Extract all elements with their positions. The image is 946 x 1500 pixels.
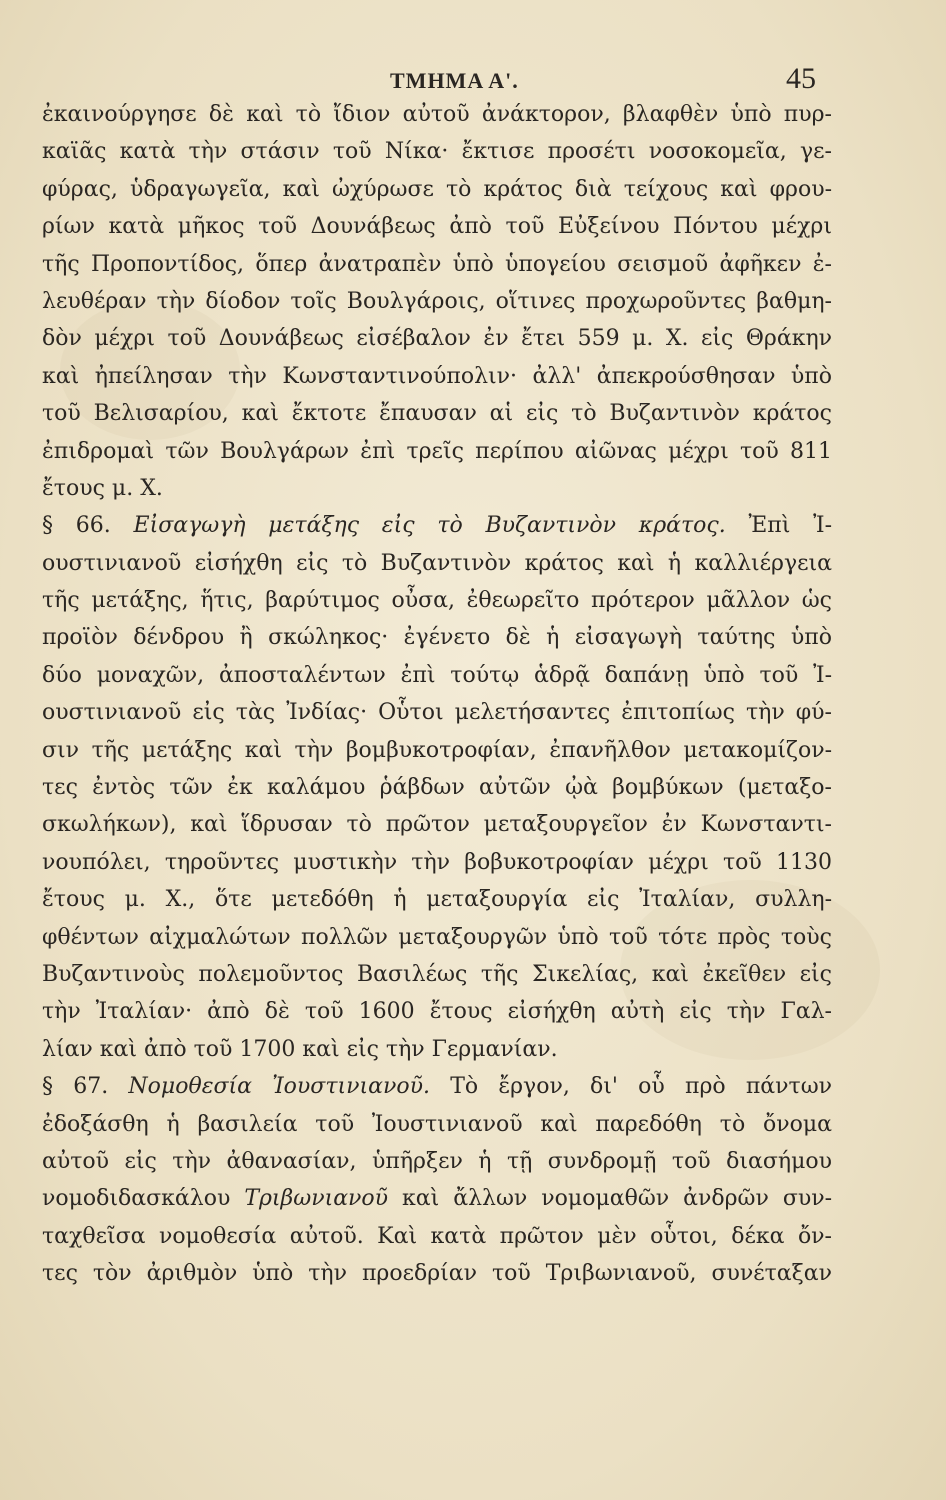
page-number: 45 <box>786 62 816 95</box>
text-line: αὐτοῦ εἰς τὴν ἀθανασίαν, ὑπῆρξεν ἡ τῇ συνδρομῇ τοῦ διασήμου <box>42 1148 832 1174</box>
text-line: ἐδοξάσθη ἡ βασιλεία τοῦ Ἰουστινιανοῦ καὶ παρεδόθη τὸ ὄνομα <box>42 1111 832 1137</box>
text-line: σκωλήκων), καὶ ἵδρυσαν τὸ πρῶτον μεταξουργεῖον ἐν Κωνσταντι- <box>42 812 832 838</box>
section-text: καὶ ἄλλων νομομαθῶν ἀνδρῶν συν- <box>402 1186 832 1212</box>
section-heading: Εἰσαγωγὴ μετάξης εἰς τὸ Βυζαντινὸν κράτος. <box>133 513 726 539</box>
text-line: τῆς Προποντίδος, ὅπερ ἀνατραπὲν ὑπὸ ὑπογείου σεισμοῦ ἀφῆκεν ἐ- <box>42 251 832 277</box>
text-line: τοῦ Βελισαρίου, καὶ ἔκτοτε ἔπαυσαν αἱ εἰς τὸ Βυζαντινὸν κράτος <box>42 401 832 427</box>
text-line: ρίων κατὰ μῆκος τοῦ Δουνάβεως ἀπὸ τοῦ Εὐξείνου Πόντου μέχρι <box>42 214 832 240</box>
section-number: § 66. <box>42 513 111 539</box>
text-line: ἔτους μ. Χ. <box>42 475 163 501</box>
text-line: καϊᾶς κατὰ τὴν στάσιν τοῦ Νίκα· ἔκτισε προσέτι νοσοκομεῖα, γε- <box>42 139 832 165</box>
text-line: ουστινιανοῦ εἰς τὰς Ἰνδίας· Οὗτοι μελετήσαντες ἐπιτοπίως τὴν φύ- <box>42 700 832 726</box>
text-line: Βυζαντινοὺς πολεμοῦντος Βασιλέως τῆς Σικελίας, καὶ ἐκεῖθεν εἰς <box>42 961 832 987</box>
text-line: λευθέραν τὴν δίοδον τοῖς Βουλγάροις, οἵτινες προχωροῦντες βαθμη- <box>42 288 832 314</box>
paragraph-67-heading-line <box>42 1068 832 1105</box>
text-line: τες τὸν ἀριθμὸν ὑπὸ τὴν προεδρίαν τοῦ Τριβωνιανοῦ, συνέταξαν <box>42 1261 832 1287</box>
running-title: ΤΜΗΜΑ Α'. <box>390 68 519 93</box>
section-heading: Νομοθεσία Ἰουστινιανοῦ. <box>128 1074 430 1100</box>
text-line: δύο μοναχῶν, ἀποσταλέντων ἐπὶ τούτῳ ἁδρᾷ δαπάνῃ ὑπὸ τοῦ Ἰ- <box>42 662 832 688</box>
text-line: ταχθεῖσα νομοθεσία αὐτοῦ. Καὶ κατὰ πρῶτον μὲν οὗτοι, δέκα ὄν- <box>42 1223 832 1249</box>
section-text: Ἐπὶ Ἰ- <box>748 513 832 539</box>
text-line: τὴν Ἰταλίαν· ἀπὸ δὲ τοῦ 1600 ἔτους εἰσήχθη αὐτὴ εἰς τὴν Γαλ- <box>42 999 832 1025</box>
text-line: νουπόλει, τηροῦντες μυστικὴν τὴν βοβυκοτροφίαν μέχρι τοῦ 1130 <box>42 849 832 875</box>
text-line: ἐπιδρομαὶ τῶν Βουλγάρων ἐπὶ τρεῖς περίπου αἰῶνας μέχρι τοῦ 811 <box>42 438 832 464</box>
text-line: τες ἐντὸς τῶν ἐκ καλάμου ῥάβδων αὐτῶν ᾠὰ βομβύκων (μεταξο- <box>42 775 832 801</box>
text-line: ἐκαινούργησε δὲ καὶ τὸ ἴδιον αὐτοῦ ἀνάκτορον, βλαφθὲν ὑπὸ πυρ- <box>42 102 832 127</box>
paragraph-66-heading-line <box>42 507 832 544</box>
emphasized-name: Τριβωνιανοῦ <box>244 1186 389 1212</box>
body-text <box>42 96 832 1293</box>
text-line: προϊὸν δένδρου ἢ σκώληκος· ἐγένετο δὲ ἡ εἰσαγωγὴ ταύτης ὑπὸ <box>42 625 832 651</box>
text-line: φύρας, ὑδραγωγεῖα, καὶ ὠχύρωσε τὸ κράτος διὰ τείχους καὶ φρου- <box>42 176 832 202</box>
section-text: νομοδιδασκάλου <box>42 1186 231 1212</box>
text-line: ἔτους μ. Χ., ὅτε μετεδόθη ἡ μεταξουργία εἰς Ἰταλίαν, συλλη- <box>42 887 832 913</box>
text-line: τῆς μετάξης, ἥτις, βαρύτιμος οὖσα, ἐθεωρεῖτο πρότερον μᾶλλον ὡς <box>42 588 832 614</box>
section-number: § 67. <box>42 1074 109 1100</box>
text-line: ουστινιανοῦ εἰσήχθη εἰς τὸ Βυζαντινὸν κράτος καὶ ἡ καλλιέργεια <box>42 550 832 576</box>
text-line: σιν τῆς μετάξης καὶ τὴν βομβυκοτροφίαν, ἐπανῆλθον μετακομίζον- <box>42 737 832 763</box>
tribonian-line <box>42 1180 832 1217</box>
text-line: καὶ ἠπείλησαν τὴν Κωνσταντινούπολιν· ἀλλ' ἀπεκρούσθησαν ὑπὸ <box>42 363 832 389</box>
text-line: δὸν μέχρι τοῦ Δουνάβεως εἰσέβαλον ἐν ἔτει 559 μ. Χ. εἰς Θράκην <box>42 326 832 352</box>
text-line: λίαν καὶ ἀπὸ τοῦ 1700 καὶ εἰς τὴν Γερμανίαν. <box>42 1036 558 1062</box>
text-line: φθέντων αἰχμαλώτων πολλῶν μεταξουργῶν ὑπὸ τοῦ τότε πρὸς τοὺς <box>42 924 832 950</box>
section-text: Τὸ ἔργον, δι' οὗ πρὸ πάντων <box>450 1074 832 1100</box>
